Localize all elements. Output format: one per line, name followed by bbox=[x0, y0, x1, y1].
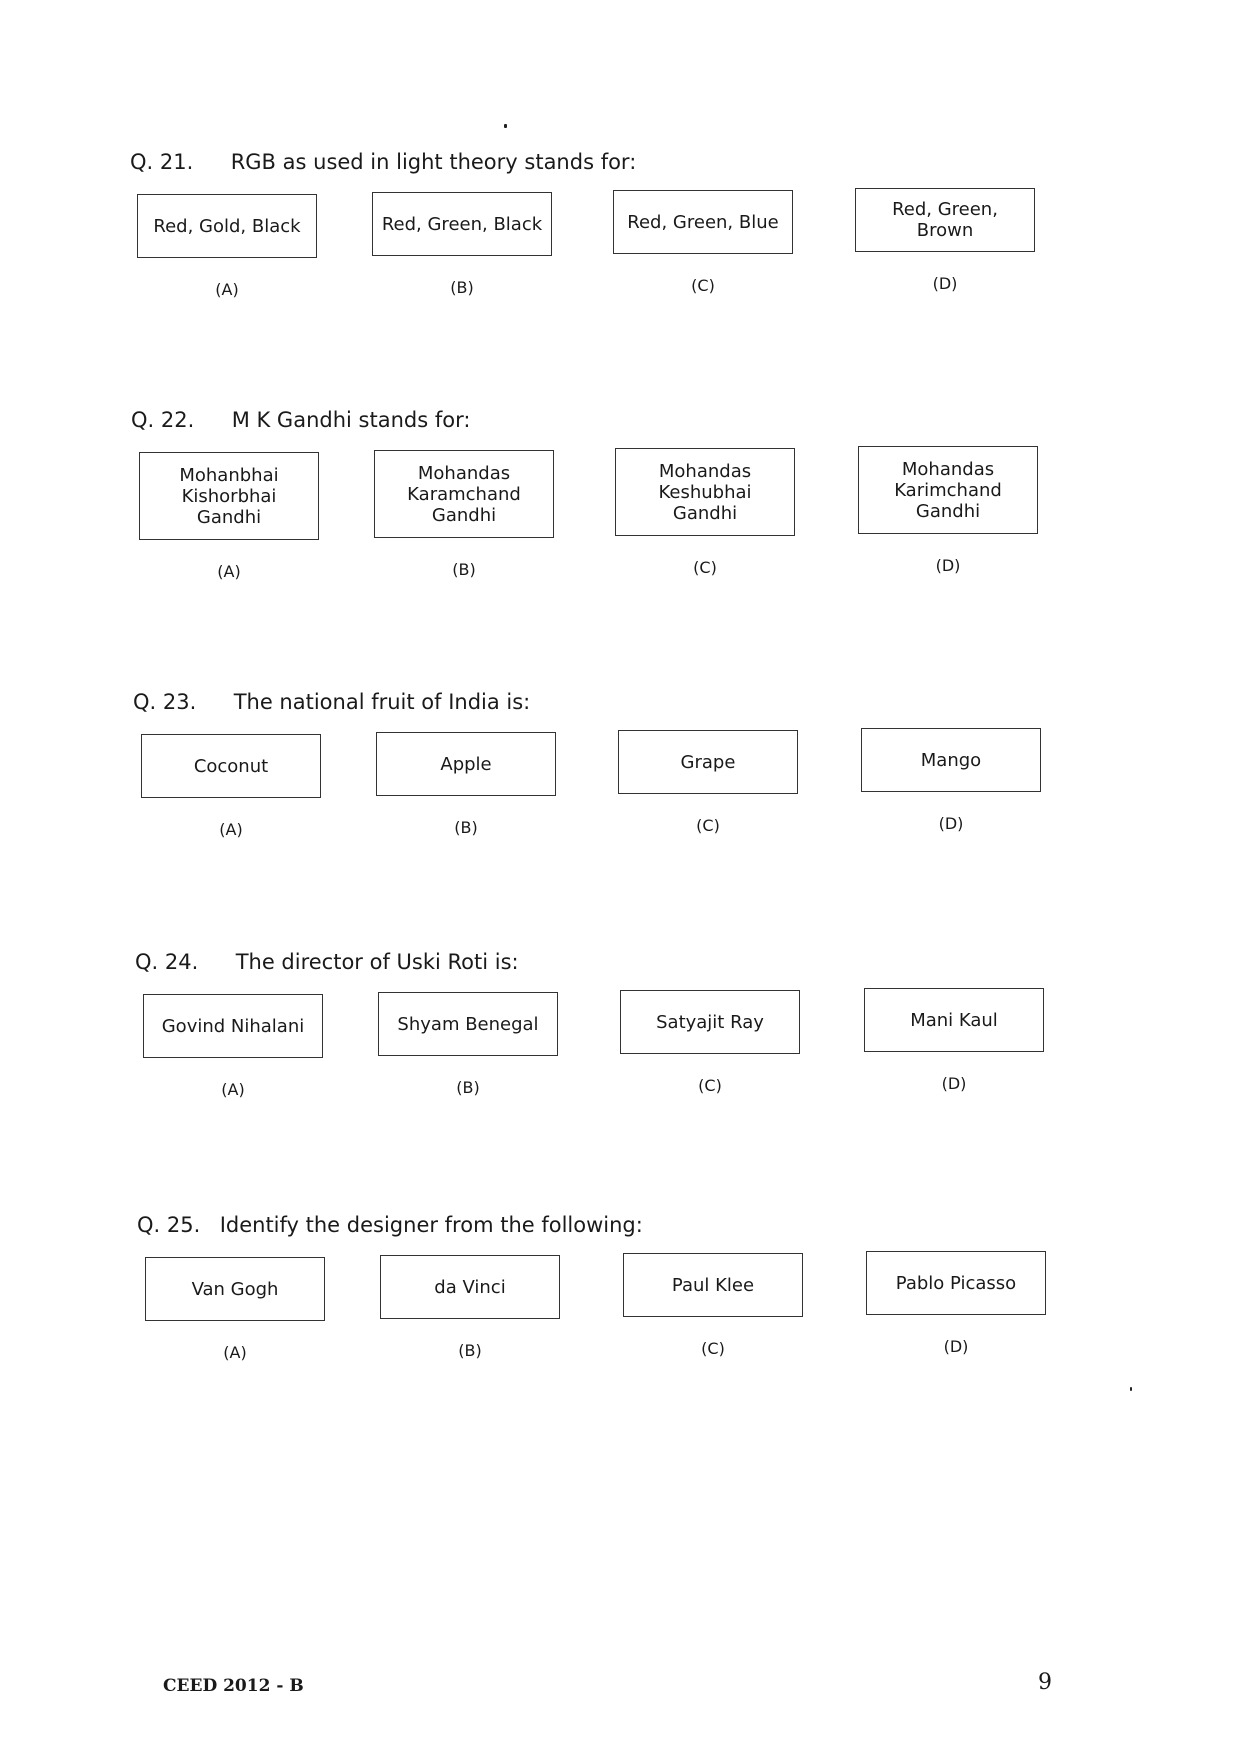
option-d-text: Red, Green, Brown bbox=[892, 199, 998, 241]
option-d-label: (D) bbox=[938, 814, 964, 833]
option-b-label: (B) bbox=[454, 818, 478, 837]
option-d-label: (D) bbox=[935, 556, 961, 575]
option-b-box[interactable] bbox=[376, 732, 556, 796]
option-c-text: Paul Klee bbox=[671, 1274, 755, 1296]
option-a-box[interactable] bbox=[143, 994, 323, 1058]
question-text: RGB as used in light theory stands for: bbox=[230, 150, 637, 174]
option-a-label: (A) bbox=[219, 820, 243, 839]
option-a-label: (A) bbox=[221, 1080, 245, 1099]
question-number: Q. 21. bbox=[130, 150, 194, 174]
option-c-text: Red, Green, Blue bbox=[627, 211, 779, 233]
footer-exam-code: CEED 2012 - B bbox=[163, 1676, 304, 1696]
question-header bbox=[130, 150, 636, 174]
option-b-label: (B) bbox=[452, 560, 476, 579]
page-number: 9 bbox=[1038, 1670, 1052, 1695]
option-d-text: Pablo Picasso bbox=[895, 1272, 1017, 1294]
option-a-text: Mohanbhai Kishorbhai Gandhi bbox=[179, 464, 279, 528]
question-number: Q. 23. bbox=[133, 690, 197, 714]
option-a-label: (A) bbox=[223, 1343, 247, 1362]
question-text: The director of Uski Roti is: bbox=[235, 950, 519, 974]
question-number: Q. 22. bbox=[131, 408, 195, 432]
option-a-box[interactable] bbox=[139, 452, 319, 540]
scan-speck bbox=[1130, 1387, 1132, 1391]
question-text: The national fruit of India is: bbox=[233, 690, 531, 714]
question-text: M K Gandhi stands for: bbox=[231, 408, 471, 432]
option-b-text: Shyam Benegal bbox=[397, 1013, 539, 1035]
option-a-label: (A) bbox=[217, 562, 241, 581]
question-21 bbox=[0, 150, 1241, 350]
question-header bbox=[133, 690, 530, 714]
question-23 bbox=[0, 690, 1241, 890]
question-keyword: Uski Roti bbox=[396, 950, 489, 974]
option-c-label: (C) bbox=[696, 816, 720, 835]
option-b-text: Red, Green, Black bbox=[381, 213, 543, 235]
question-22 bbox=[0, 408, 1241, 608]
option-a-label: (A) bbox=[215, 280, 239, 299]
option-b-label: (B) bbox=[458, 1341, 482, 1360]
option-a-text: Red, Gold, Black bbox=[153, 215, 301, 237]
option-c-label: (C) bbox=[691, 276, 715, 295]
question-25 bbox=[0, 1213, 1241, 1413]
question-keyword: M K Gandhi bbox=[231, 408, 352, 432]
option-d-box[interactable] bbox=[866, 1251, 1046, 1315]
option-d-box[interactable] bbox=[861, 728, 1041, 792]
option-c-box[interactable] bbox=[613, 190, 793, 254]
option-b-label: (B) bbox=[456, 1078, 480, 1097]
question-24 bbox=[0, 950, 1241, 1150]
question-text: Identify the designer from the following: bbox=[219, 1213, 643, 1237]
option-d-box[interactable] bbox=[864, 988, 1044, 1052]
option-c-box[interactable] bbox=[615, 448, 795, 536]
option-b-box[interactable] bbox=[380, 1255, 560, 1319]
option-b-box[interactable] bbox=[374, 450, 554, 538]
option-a-text: Van Gogh bbox=[191, 1278, 279, 1300]
option-a-box[interactable] bbox=[141, 734, 321, 798]
question-header bbox=[137, 1213, 643, 1237]
option-c-box[interactable] bbox=[618, 730, 798, 794]
question-keyword: RGB bbox=[230, 150, 276, 174]
option-d-text: Mango bbox=[920, 749, 982, 771]
scan-speck bbox=[504, 124, 507, 128]
option-b-text: Mohandas Karamchand Gandhi bbox=[407, 462, 521, 526]
option-c-label: (C) bbox=[693, 558, 717, 577]
option-b-text: da Vinci bbox=[434, 1276, 506, 1298]
option-c-text: Mohandas Keshubhai Gandhi bbox=[658, 460, 752, 524]
option-a-text: Coconut bbox=[193, 755, 269, 777]
option-c-text: Satyajit Ray bbox=[656, 1011, 764, 1033]
option-d-label: (D) bbox=[943, 1337, 969, 1356]
option-c-label: (C) bbox=[698, 1076, 722, 1095]
option-d-box[interactable] bbox=[858, 446, 1038, 534]
option-d-text: Mani Kaul bbox=[910, 1009, 998, 1031]
option-c-box[interactable] bbox=[623, 1253, 803, 1317]
option-a-box[interactable] bbox=[137, 194, 317, 258]
option-c-box[interactable] bbox=[620, 990, 800, 1054]
option-b-label: (B) bbox=[450, 278, 474, 297]
option-d-label: (D) bbox=[941, 1074, 967, 1093]
question-number: Q. 24. bbox=[135, 950, 199, 974]
option-d-label: (D) bbox=[932, 274, 958, 293]
option-b-box[interactable] bbox=[378, 992, 558, 1056]
question-header bbox=[131, 408, 470, 432]
question-header bbox=[135, 950, 519, 974]
option-c-label: (C) bbox=[701, 1339, 725, 1358]
question-number: Q. 25. bbox=[137, 1213, 201, 1237]
option-a-box[interactable] bbox=[145, 1257, 325, 1321]
option-d-box[interactable] bbox=[855, 188, 1035, 252]
option-a-text: Govind Nihalani bbox=[161, 1015, 305, 1037]
option-c-text: Grape bbox=[680, 751, 736, 773]
option-d-text: Mohandas Karimchand Gandhi bbox=[894, 458, 1002, 522]
option-b-box[interactable] bbox=[372, 192, 552, 256]
option-b-text: Apple bbox=[440, 753, 492, 775]
